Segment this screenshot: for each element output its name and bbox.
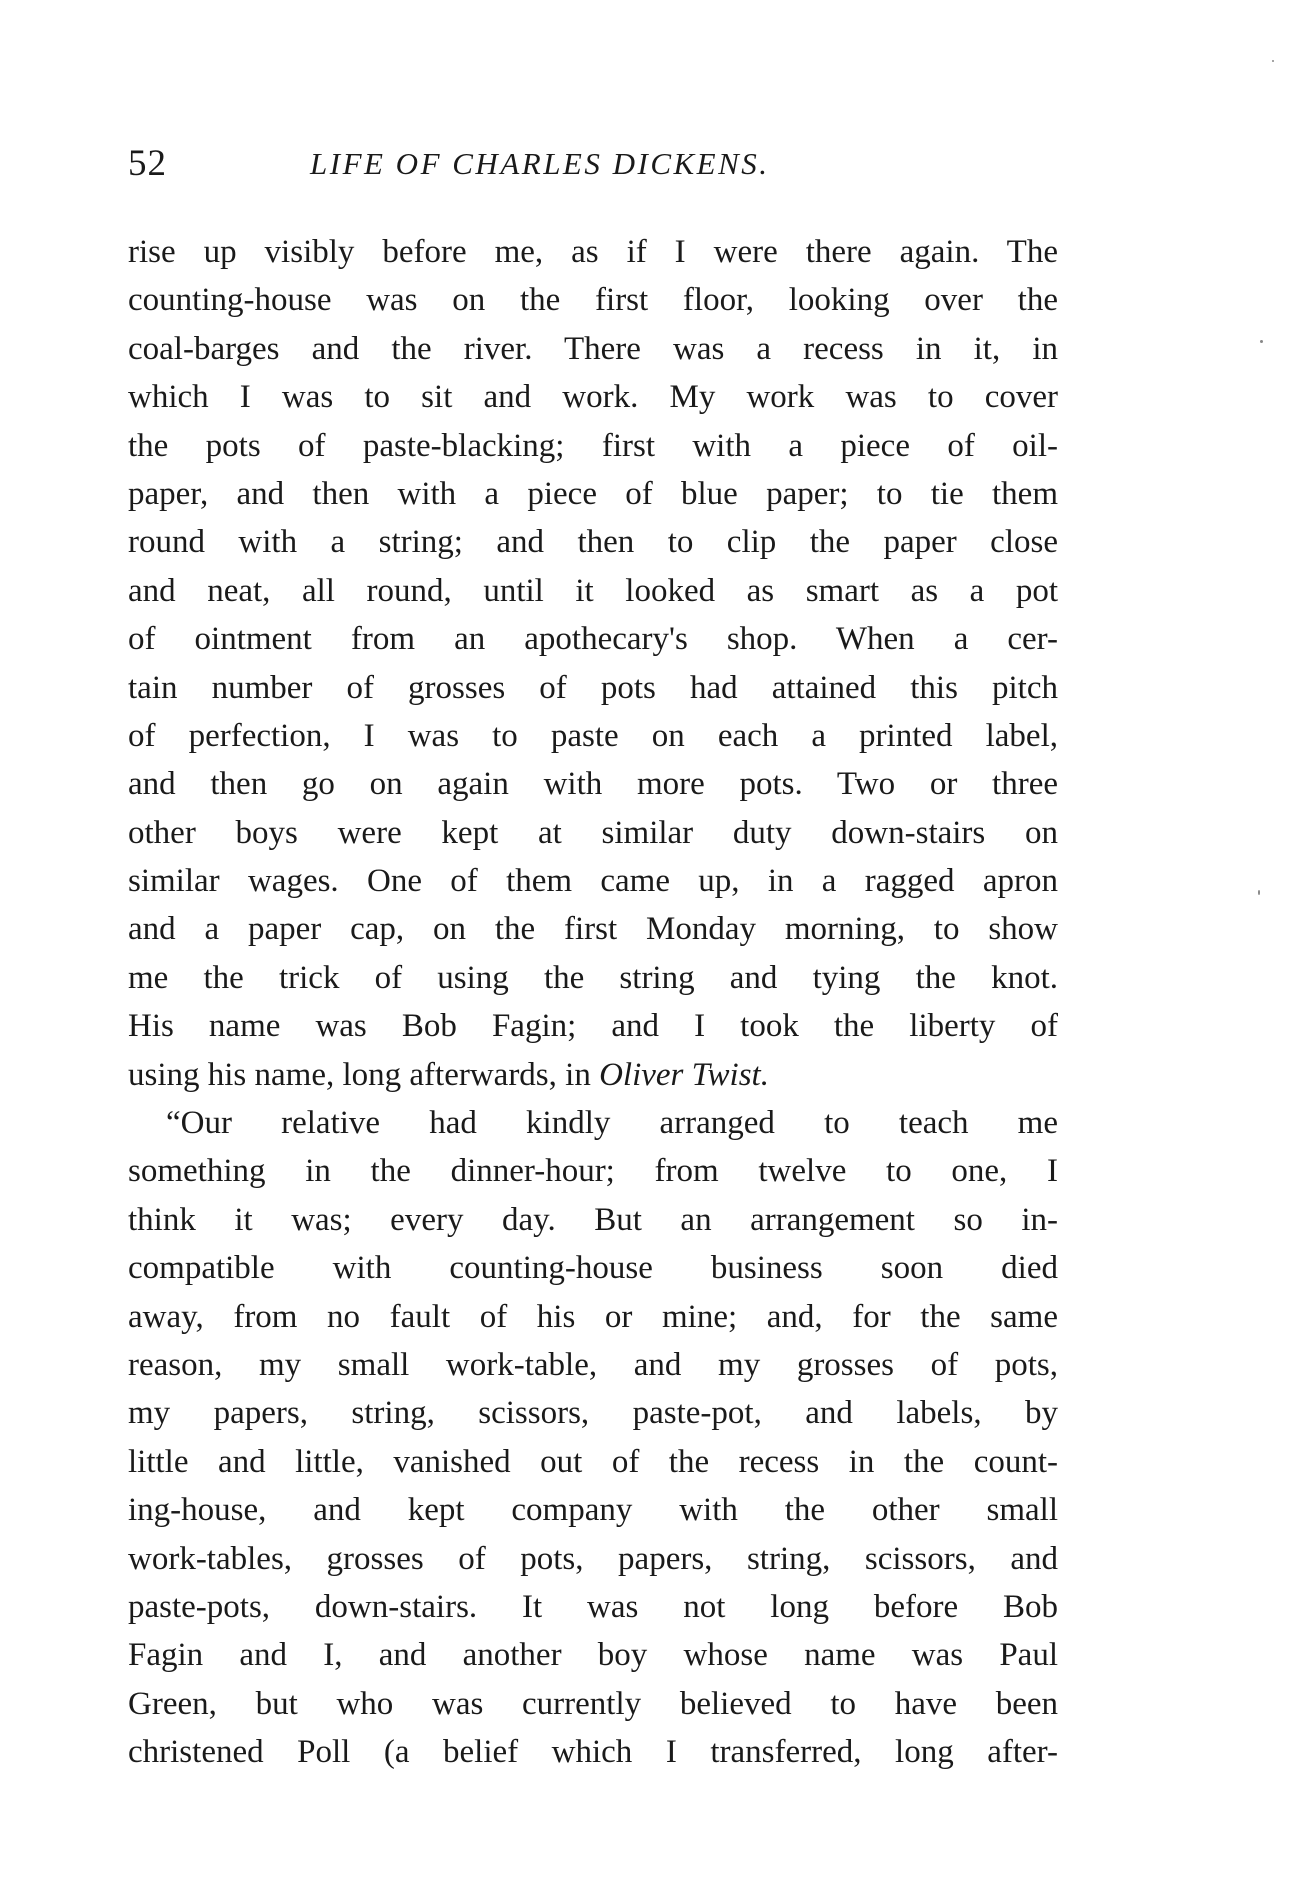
text-line: the pots of paste-blacking; first with a piece of oil- [128,427,1058,464]
text-line: think it was; every day. But an arrangement so in- [128,1201,1058,1238]
text-line: His name was Bob Fagin; and I took the liberty of [128,1008,1058,1045]
text-line: paper, and then with a piece of blue paper; to tie them [128,475,1058,512]
paper-speck [1272,60,1274,62]
body-text [128,228,1058,1777]
text-line: counting-house was on the first floor, looking over the [128,282,1058,319]
text-line: and then go on again with more pots. Two or three [128,766,1058,803]
text-line: similar wages. One of them came up, in a ragged apron [128,863,1058,900]
running-title: LIFE OF CHARLES DICKENS. [310,146,770,181]
text-line: coal-barges and the river. There was a recess in it, in [128,330,1058,367]
text-line: me the trick of using the string and tying the knot. [128,959,1058,996]
text-line: something in the dinner-hour; from twelve to one, I [128,1153,1058,1190]
paper-speck [1260,340,1263,343]
text-line: paste-pots, down-stairs. It was not long before Bob [128,1588,1058,1625]
running-head [128,142,1058,186]
text-line: of ointment from an apothecary's shop. When a cer- [128,621,1058,658]
text-line: and a paper cap, on the first Monday morning, to show [128,911,1058,948]
text-line: other boys were kept at similar duty down-stairs on [128,814,1058,851]
text-line: christened Poll (a belief which I transferred, long after- [128,1734,1058,1771]
text-line: tain number of grosses of pots had attained this pitch [128,669,1058,706]
text-line: my papers, string, scissors, paste-pot, and labels, by [128,1395,1058,1432]
text-line: work-tables, grosses of pots, papers, string, scissors, and [128,1540,1058,1577]
book-title-italic: Oliver Twist. [599,1056,769,1093]
page-number: 52 [128,143,167,184]
text-line: rise up visibly before me, as if I were there again. The [128,234,1058,270]
text-line: which I was to sit and work. My work was to cover [128,379,1058,416]
text-line: Fagin and I, and another boy whose name was Paul [128,1637,1058,1674]
text-line: little and little, vanished out of the recess in the count- [128,1443,1058,1480]
text-line: and neat, all round, until it looked as smart as a pot [128,572,1058,609]
text-line [128,1051,1058,1099]
text-line-prefix: using his name, long afterwards, in [128,1056,600,1093]
paper-speck [1258,890,1260,895]
text-line: away, from no fault of his or mine; and, for the same [128,1298,1058,1335]
text-line: round with a string; and then to clip the paper close [128,524,1058,561]
paragraph-first-line: “Our relative had kindly arranged to teach me [166,1105,1058,1142]
text-line: Green, but who was currently believed to have been [128,1685,1058,1722]
text-line: compatible with counting-house business soon died [128,1250,1058,1287]
text-line: reason, my small work-table, and my grosses of pots, [128,1346,1058,1383]
text-line: ing-house, and kept company with the other small [128,1492,1058,1529]
text-line: of perfection, I was to paste on each a printed label, [128,717,1058,754]
